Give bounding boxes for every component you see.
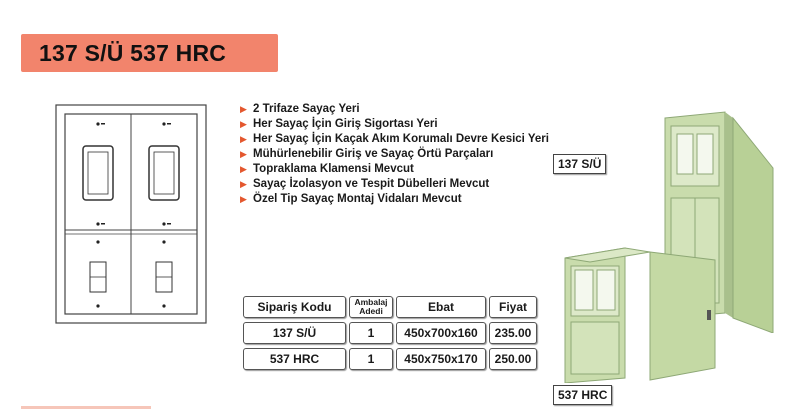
front-view-drawing [55, 104, 207, 324]
title-banner [21, 34, 278, 72]
feature-item: ▶ 2 Trifaze Sayaç Yeri [240, 103, 360, 115]
arrow-bullet-icon: ▶ [240, 104, 247, 114]
header-pack: Ambalaj Adedi [349, 296, 393, 318]
feature-item: ▶ Sayaç İzolasyon ve Tespit Dübelleri Mevcut [240, 178, 490, 190]
cell-price: 235.00 [489, 322, 537, 344]
arrow-bullet-icon: ▶ [240, 134, 247, 144]
page-title: 137 S/Ü 537 HRC [39, 39, 227, 66]
spec-table [240, 292, 540, 374]
feature-item: ▶ Her Sayaç İçin Giriş Sigortası Yeri [240, 118, 438, 130]
product-label-137: 137 S/Ü [553, 154, 606, 174]
feature-item: ▶ Her Sayaç İçin Kaçak Akım Korumalı Devre Kesici Yeri [240, 133, 549, 145]
table-row [243, 322, 537, 344]
arrow-bullet-icon: ▶ [240, 164, 247, 174]
cell-size: 450x750x170 [396, 348, 486, 370]
cabinet-537-image [555, 238, 725, 383]
header-price: Fiyat [489, 296, 537, 318]
header-size: Ebat [396, 296, 486, 318]
cell-pack: 1 [349, 322, 393, 344]
table-row [243, 348, 537, 370]
cell-price: 250.00 [489, 348, 537, 370]
cell-size: 450x700x160 [396, 322, 486, 344]
table-header-row [243, 296, 537, 318]
arrow-bullet-icon: ▶ [240, 149, 247, 159]
arrow-bullet-icon: ▶ [240, 119, 247, 129]
feature-item: ▶ Özel Tip Sayaç Montaj Vidaları Mevcut [240, 193, 462, 205]
feature-item: ▶ Mühürlenebilir Giriş ve Sayaç Örtü Parçaları [240, 148, 494, 160]
cell-code: 137 S/Ü [243, 322, 346, 344]
arrow-bullet-icon: ▶ [240, 194, 247, 204]
header-code: Sipariş Kodu [243, 296, 346, 318]
product-label-537: 537 HRC [553, 385, 612, 405]
arrow-bullet-icon: ▶ [240, 179, 247, 189]
cell-pack: 1 [349, 348, 393, 370]
feature-list [240, 102, 549, 207]
feature-item: ▶ Topraklama Klamensi Mevcut [240, 163, 414, 175]
cell-code: 537 HRC [243, 348, 346, 370]
